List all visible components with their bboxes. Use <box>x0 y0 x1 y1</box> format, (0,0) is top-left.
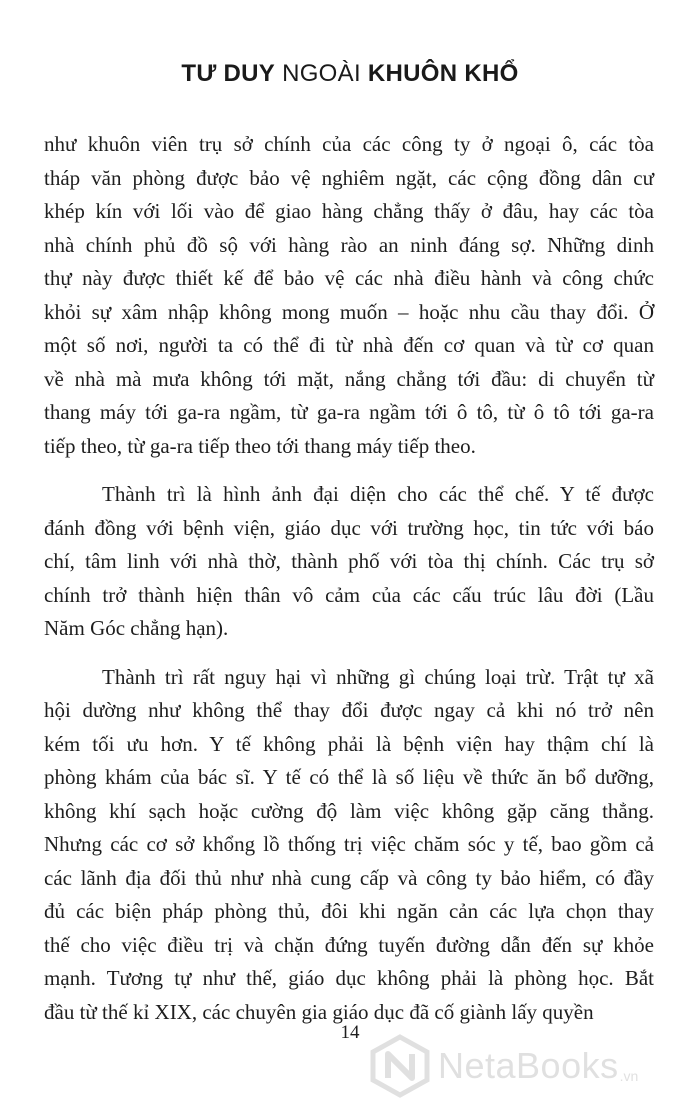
text-line: hội dường như không thể thay đổi được ngay cả khi nó trở nên <box>44 698 654 722</box>
text-line: thự này được thiết kế để bảo vệ các nhà điều hành và công chức <box>44 266 654 290</box>
text-line: Năm Góc chẳng hạn). <box>44 616 229 640</box>
text-line: khép kín với lối vào để giao hàng chẳng thấy ở đâu, hay các tòa <box>44 199 654 223</box>
watermark-suffix: .vn <box>619 1068 639 1084</box>
paragraph <box>44 478 654 646</box>
text-line: không khí sạch hoặc cường độ làm việc không gặp căng thẳng. <box>44 798 654 823</box>
watermark-brand: NetaBooks <box>438 1045 619 1086</box>
watermark <box>368 1030 638 1102</box>
text-line: như khuôn viên trụ sở chính của các công ty ở ngoại ô, các tòa <box>44 132 654 156</box>
paragraph <box>44 128 654 463</box>
header-part-3: KHUÔN KHỔ <box>367 60 519 87</box>
text-line: nhà chính phủ đồ sộ với hàng rào an ninh đáng sợ. Những dinh <box>44 232 654 257</box>
text-line: mạnh. Tương tự như thế, giáo dục không phải là phòng học. Bắt <box>44 966 654 990</box>
text-line: khỏi sự xâm nhập không mong muốn – hoặc nhu cầu thay đổi. Ở <box>44 299 654 324</box>
netabooks-logo-icon <box>368 1034 432 1098</box>
text-line: chính trở thành hiện thân vô cảm của các cấu trúc lâu đời (Lầu <box>44 582 654 607</box>
page-number: 14 <box>340 1022 360 1043</box>
paragraph <box>44 661 654 1030</box>
text-line: các lãnh địa đối thủ như nhà cung cấp và công ty bảo hiểm, có đầy <box>44 865 654 890</box>
text-line: đánh đồng với bệnh viện, giáo dục với trường học, tin tức với báo <box>44 515 654 540</box>
text-line: đầu từ thế kỉ XIX, các chuyên gia giáo dục đã cố giành lấy quyền <box>44 999 594 1024</box>
running-header <box>0 60 700 88</box>
text-line: Thành trì rất nguy hại vì những gì chúng loại trừ. Trật tự xã <box>102 664 654 689</box>
text-line: về nhà mà mưa không tới mặt, nắng chẳng tới đầu: di chuyển từ <box>44 366 654 391</box>
text-line: Nhưng các cơ sở khổng lồ thống trị việc chăm sóc y tế, bao gồm cả <box>44 832 654 856</box>
text-line: chí, tâm linh với nhà thờ, thành phố với tòa thị chính. Các trụ sở <box>44 549 654 573</box>
text-line: phòng khám của bác sĩ. Y tế có thể là số liệu về thức ăn bổ dưỡng, <box>44 765 654 789</box>
body-text <box>44 128 654 1044</box>
text-line: thế cho việc điều trị và chặn đứng tuyến đường dẫn đến sự khỏe <box>44 932 654 957</box>
text-line: đủ các biện pháp phòng thủ, đôi khi ngăn cản các lựa chọn thay <box>44 899 654 923</box>
text-line: tiếp theo, từ ga-ra tiếp theo tới thang máy tiếp theo. <box>44 433 476 458</box>
text-line: thang máy tới ga-ra ngầm, từ ga-ra ngầm tới ô tô, từ ô tô tới ga-ra <box>44 400 654 424</box>
text-line: kém tối ưu hơn. Y tế không phải là bệnh viện hay thậm chí là <box>44 731 654 756</box>
header-part-1: TƯ DUY <box>181 60 276 87</box>
text-line: tháp văn phòng được bảo vệ nghiêm ngặt, các cộng đồng dân cư <box>44 165 654 190</box>
text-line: một số nơi, người ta có thể đi từ nhà đến cơ quan và từ cơ quan <box>44 333 654 357</box>
header-part-2: NGOÀI <box>282 60 361 87</box>
text-line: Thành trì là hình ảnh đại diện cho các thể chế. Y tế được <box>102 482 654 506</box>
